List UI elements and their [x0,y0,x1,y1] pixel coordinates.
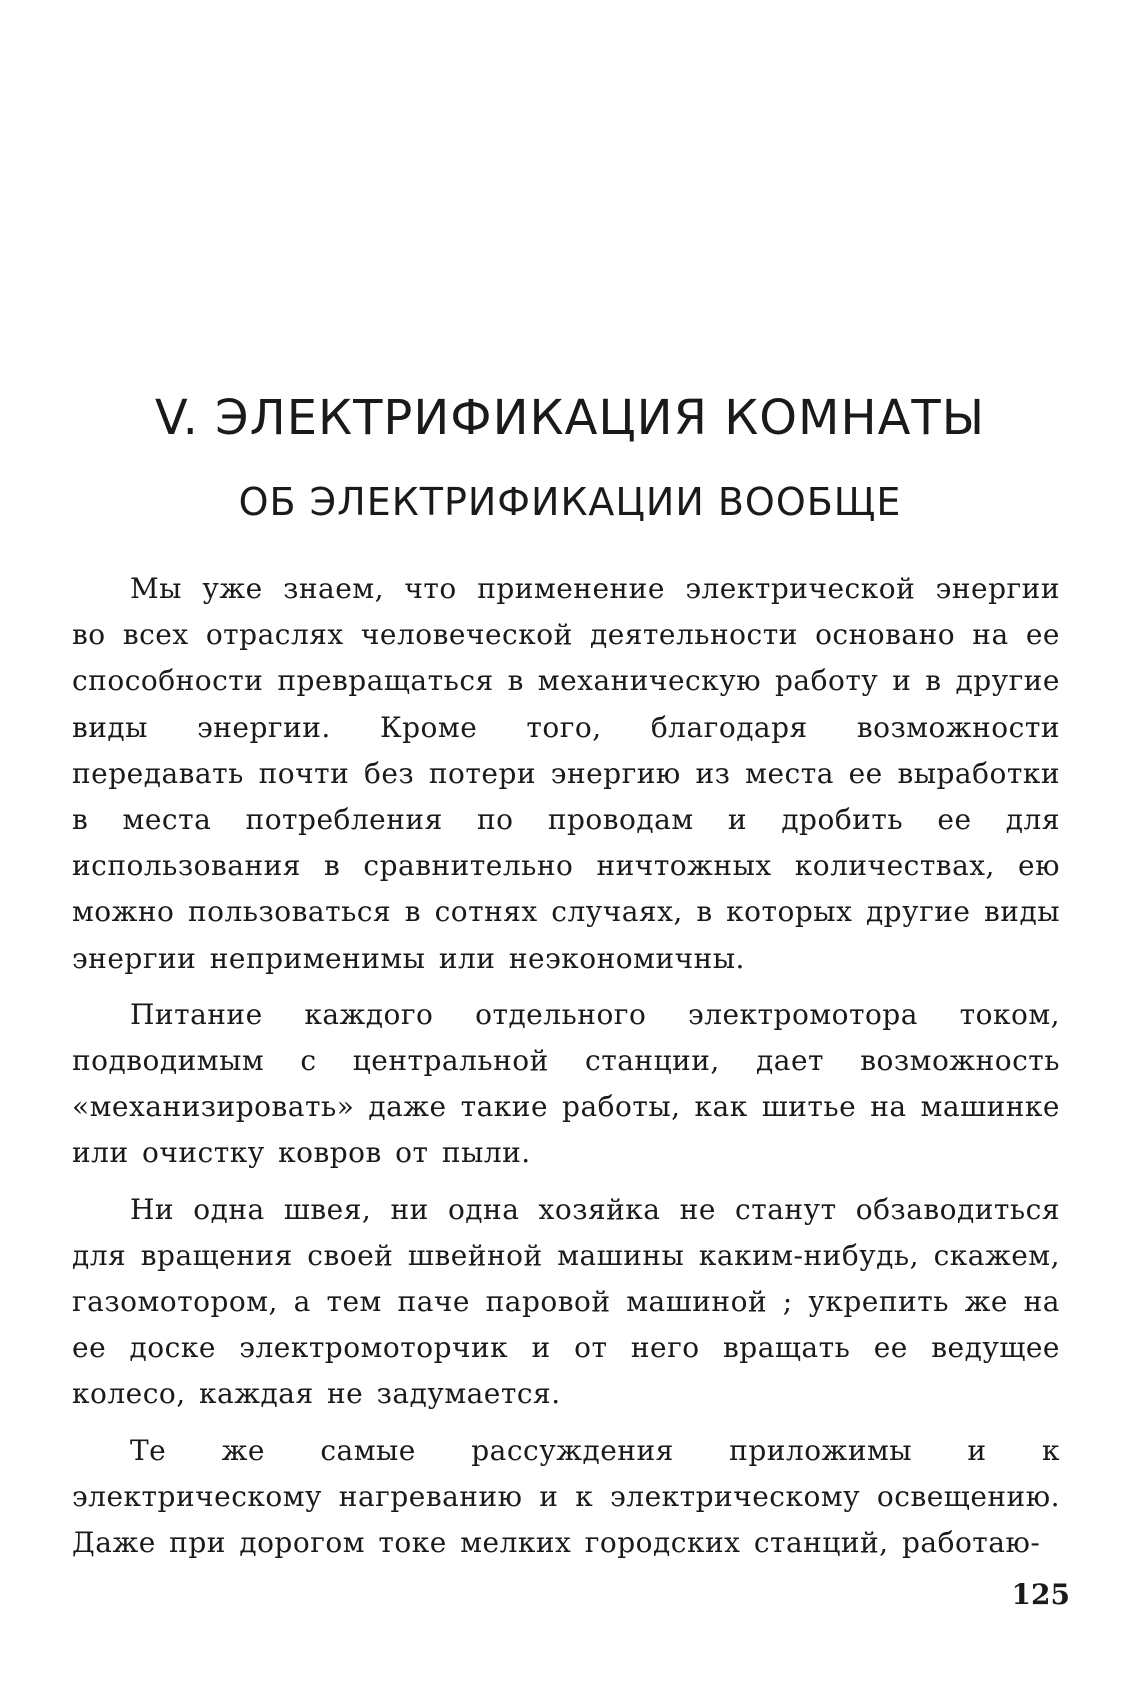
section-title: ОБ ЭЛЕКТРИФИКАЦИИ ВООБЩЕ [238,480,902,524]
paragraph-4: Те же самые рассуждения приложимы и к электрическому нагреванию и к электрическому освещению. Даже при дорогом токе мелких городских станций, работаю- [72,1433,1060,1560]
paragraph-1: Мы уже знаем, что применение электрической энергии во всех отраслях человеческой деятельности основано на ее способности превращаться в механическую работу и в другие виды энергии. Кроме того, благодаря возможности передавать почти без потери энергию из места ее выработки в места потребления по проводам и дробить ее для использования в сравнительно ничтожных количествах, ею можно пользоваться в сотнях случаях, в которых другие виды энергии неприменимы или неэкономичны. [72,572,1060,975]
chapter-title: V. ЭЛЕКТРИФИКАЦИЯ КОМНАТЫ [154,390,986,446]
body-text [72,566,1060,1566]
paragraph-2: Питание каждого отдельного электромотора током, подводимым с центральной станции, дает возможность «механизировать» даже такие работы, как шитье на машинке или очистку ковров от пыли. [72,997,1060,1170]
paragraph-3: Ни одна швея, ни одна хозяйка не станут обзаводиться для вращения своей швейной машины каким-нибудь, скажем, газомотором, а тем паче паровой машиной ; укрепить же на ее доске электромоторчик и от него вращать ее ведущее колесо, каждая не задумается. [72,1192,1060,1411]
page-number: 125 [1011,1578,1070,1611]
